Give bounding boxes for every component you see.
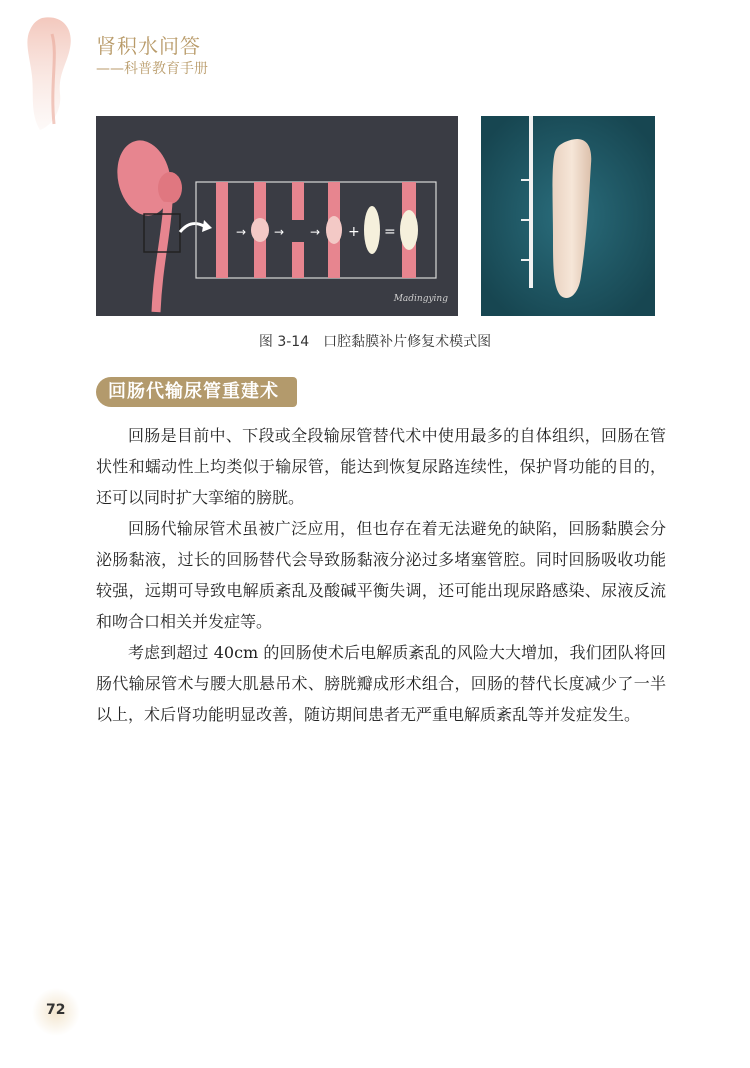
paragraph: 回肠代输尿管术虽被广泛应用，但也存在着无法避免的缺陷，回肠黏膜会分泌肠黏液，过长的回肠替代会导致肠黏液分泌过多堵塞管腔。同时回肠吸收功能较强，远期可导致电解质紊乱及酸碱平衡失调，还可能出现尿路感染、尿液反流和吻合口相关并发症等。 [96,519,666,631]
paragraph: 回肠是目前中、下段或全段输尿管替代术中使用最多的自体组织，回肠在管状性和蠕动性上均类似于输尿管，能达到恢复尿路连续性，保护肾功能的目的，还可以同时扩大挛缩的膀胱。 [96,426,666,507]
schematic-illustration [96,116,458,316]
section-heading: 回肠代输尿管重建术 [96,377,297,407]
body-text [96,420,666,730]
figure-caption-text: 口腔黏膜补片修复术模式图 [323,334,492,350]
svg-text:→: → [310,225,321,239]
paragraph: 考虑到超过 40cm 的回肠使术后电解质紊乱的风险大大增加，我们团队将回肠代输尿管术与腰大肌悬吊术、膀胱瓣成形术组合，回肠的替代长度减少了一半以上，术后肾功能明显改善，随访期间患者无严重电解质紊乱等并发症发生。 [96,643,666,724]
graft-photo-illustration [481,116,655,316]
figure-photo [481,116,655,316]
figure-caption [0,331,750,351]
corner-anatomy-illustration [22,14,84,132]
page-number: 72 [46,1002,66,1018]
book-title: 肾积水问答 [96,34,201,58]
svg-text:→: → [274,225,285,239]
illustrator-signature: Madingying [393,294,448,304]
svg-text:→: → [236,225,247,239]
figure-schematic [96,116,458,316]
svg-text:+: + [348,224,360,240]
book-subtitle: ——科普教育手册 [96,61,208,77]
figure-number: 图 3-14 [258,334,310,350]
svg-text:=: = [384,224,396,240]
